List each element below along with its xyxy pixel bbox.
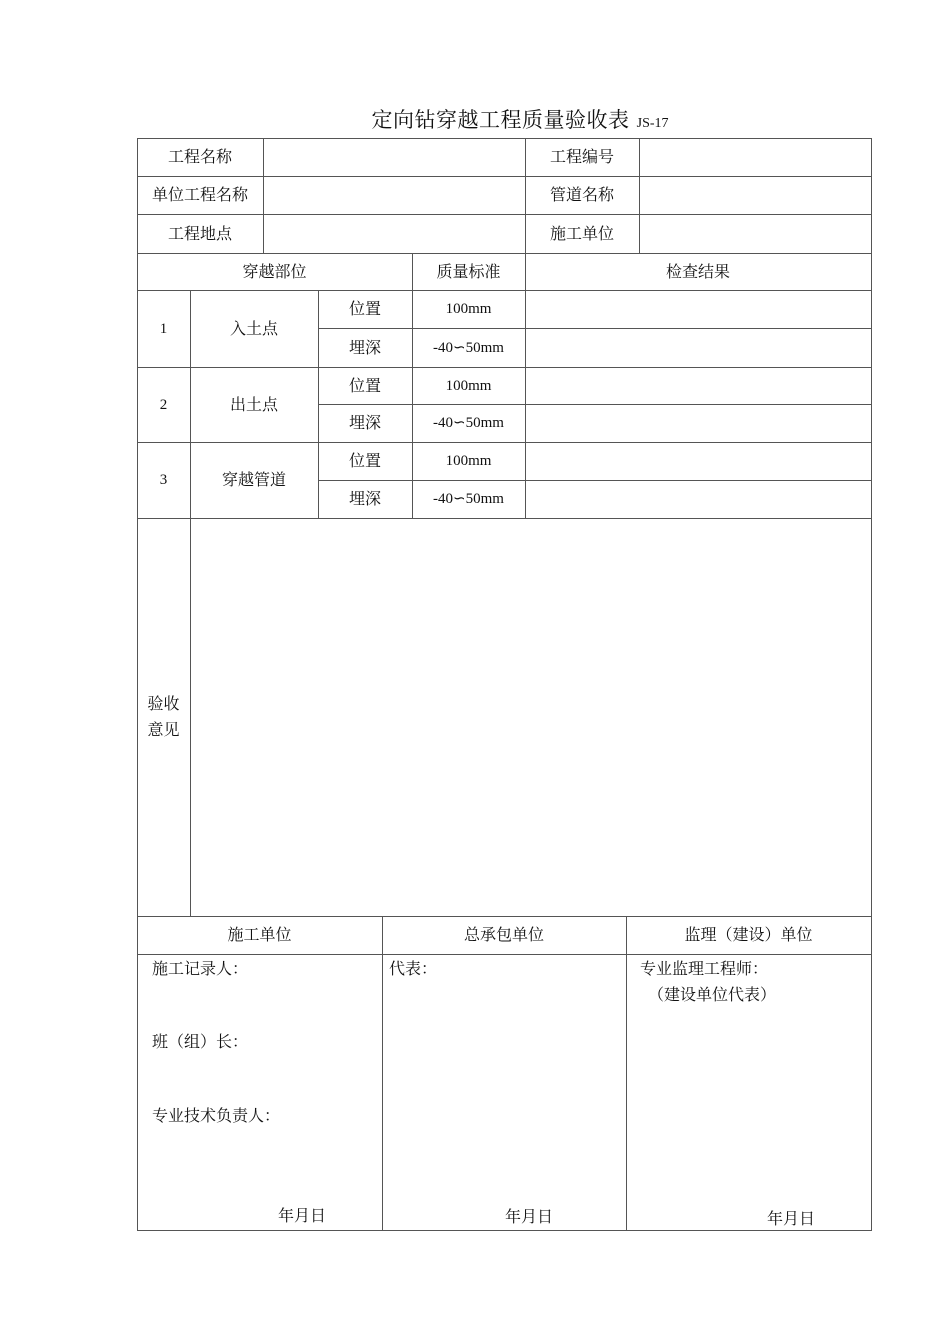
row-item: 位置 xyxy=(348,375,381,395)
rule xyxy=(871,138,872,1231)
owner-rep-label: （建设单位代表） xyxy=(648,985,777,1004)
header-result: 检查结果 xyxy=(665,261,730,281)
tech-lead-label: 专业技术负责人： xyxy=(152,1106,281,1125)
header-part: 穿越部位 xyxy=(242,261,307,281)
result-field[interactable] xyxy=(525,404,871,442)
rule xyxy=(137,1230,872,1231)
date-label: 年月日 xyxy=(767,1209,816,1228)
row-standard: -40∽50mm xyxy=(433,491,504,507)
sign-header-general: 总承包单位 xyxy=(463,925,544,945)
representative-label: 代表： xyxy=(389,959,438,978)
result-field[interactable] xyxy=(525,367,871,404)
sign-header-supervision: 监理（建设）单位 xyxy=(684,925,813,945)
opinion-label-line1: 验收 xyxy=(147,694,180,714)
project-name-label: 工程名称 xyxy=(167,147,232,167)
row-item: 埋深 xyxy=(348,413,381,433)
form-title xyxy=(0,104,950,134)
row-part: 穿越管道 xyxy=(221,470,286,490)
row-part: 出土点 xyxy=(229,394,278,414)
result-field[interactable] xyxy=(525,290,871,328)
result-field[interactable] xyxy=(525,328,871,367)
pipeline-field[interactable] xyxy=(639,176,871,214)
contractor-field[interactable] xyxy=(639,214,871,253)
opinion-label xyxy=(137,518,190,916)
header-standard: 质量标准 xyxy=(436,261,501,281)
row-standard: -40∽50mm xyxy=(433,415,504,431)
project-no-field[interactable] xyxy=(639,138,871,176)
row-item: 埋深 xyxy=(348,489,381,509)
result-field[interactable] xyxy=(525,442,871,480)
unit-project-field[interactable] xyxy=(263,176,525,214)
row-item: 位置 xyxy=(348,299,381,319)
location-field[interactable] xyxy=(263,214,525,253)
form-code: JS-17 xyxy=(636,116,669,131)
rule xyxy=(626,916,627,1230)
recorder-label: 施工记录人： xyxy=(152,959,249,978)
row-part: 入土点 xyxy=(229,318,278,338)
form-title-text: 定向钻穿越工程质量验收表 xyxy=(371,108,630,132)
row-item: 位置 xyxy=(348,451,381,471)
row-standard: 100mm xyxy=(445,301,492,317)
contractor-label: 施工单位 xyxy=(549,223,614,243)
row-number: 1 xyxy=(159,320,168,337)
date-label: 年月日 xyxy=(505,1207,554,1226)
leader-label: 班（组）长： xyxy=(152,1032,249,1051)
unit-project-label: 单位工程名称 xyxy=(151,185,248,205)
opinion-field[interactable] xyxy=(190,518,871,916)
row-standard: 100mm xyxy=(445,377,492,394)
sign-header-contractor: 施工单位 xyxy=(227,925,292,945)
row-standard: -40∽50mm xyxy=(433,339,504,356)
row-item: 埋深 xyxy=(348,337,381,357)
supervisor-label: 专业监理工程师： xyxy=(640,959,769,978)
row-number: 3 xyxy=(159,472,168,488)
rule xyxy=(137,954,872,955)
project-name-field[interactable] xyxy=(263,138,525,176)
project-no-label: 工程编号 xyxy=(549,147,614,167)
opinion-label-line2: 意见 xyxy=(147,720,180,739)
rule xyxy=(382,916,383,1230)
pipeline-label: 管道名称 xyxy=(549,185,614,205)
location-label: 工程地点 xyxy=(167,223,232,243)
row-standard: 100mm xyxy=(445,453,492,469)
row-number: 2 xyxy=(159,396,168,413)
result-field[interactable] xyxy=(525,480,871,518)
date-label: 年月日 xyxy=(278,1206,327,1225)
